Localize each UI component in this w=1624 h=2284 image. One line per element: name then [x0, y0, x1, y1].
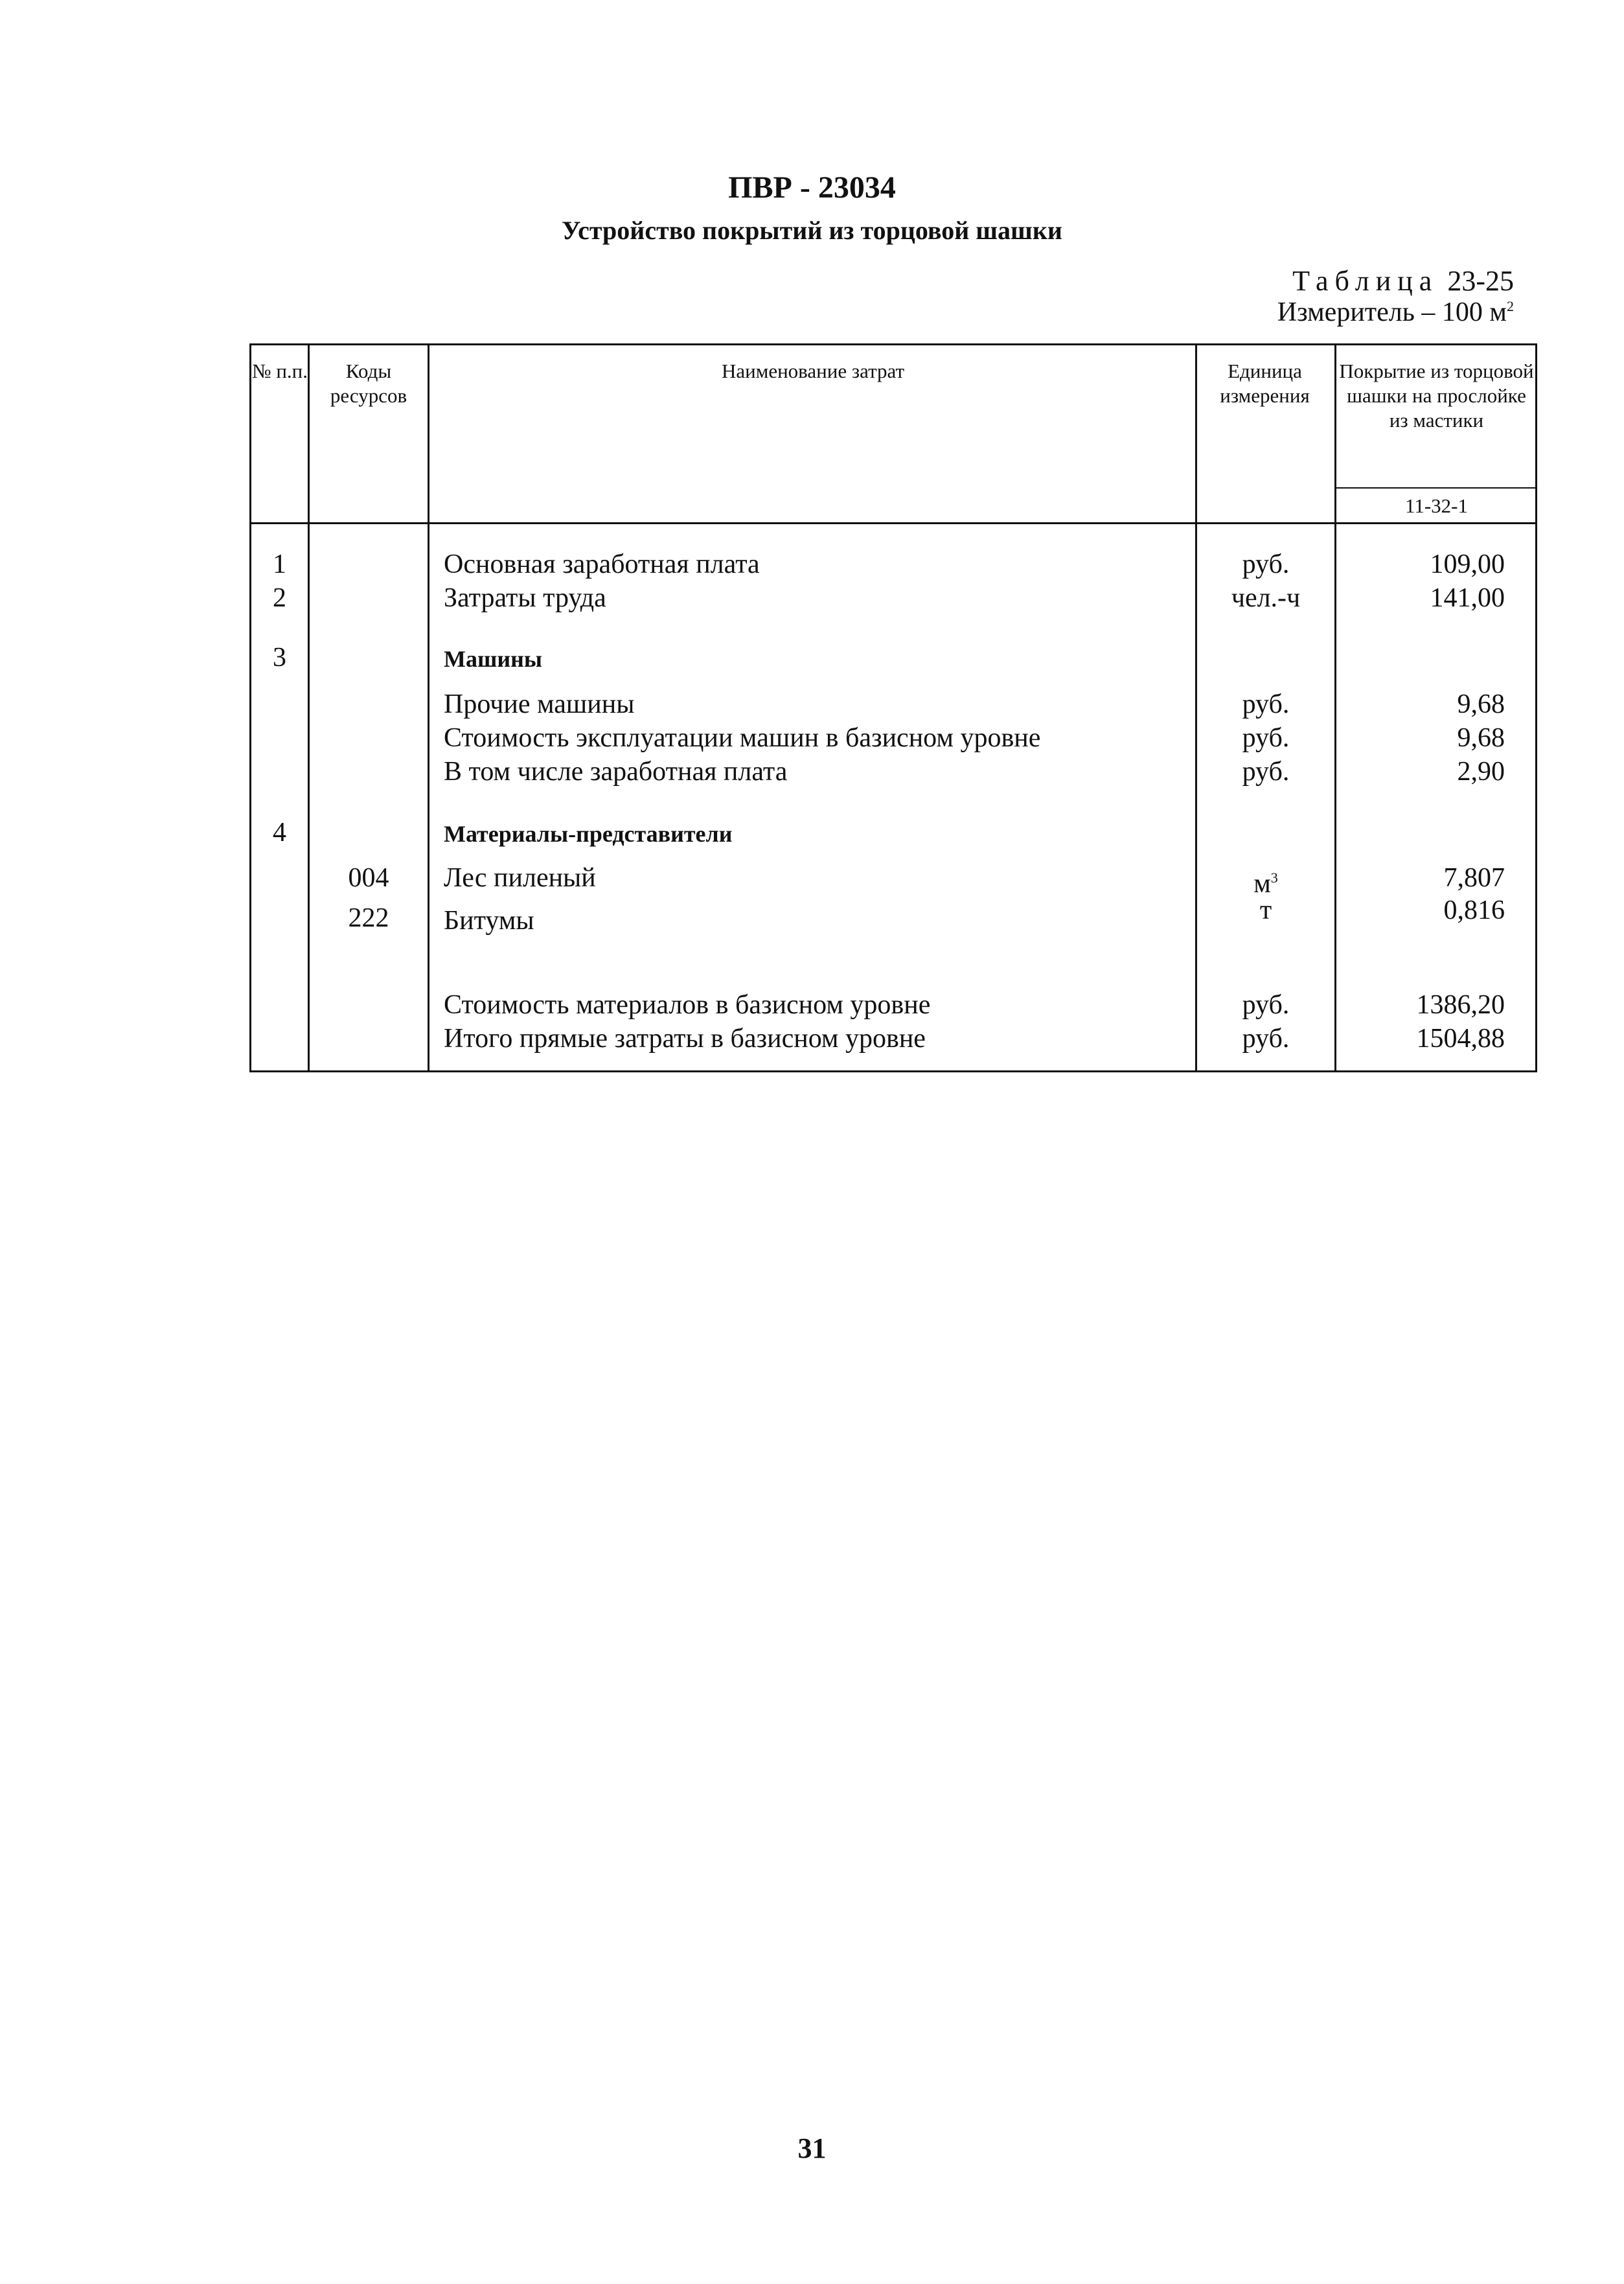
row-code: 222	[348, 903, 389, 933]
col-header-num: № п.п.	[252, 360, 308, 382]
row-name: Битумы	[444, 906, 534, 936]
row-unit: руб.	[1242, 689, 1290, 719]
header-separator	[249, 522, 1537, 524]
row-num: 3	[273, 643, 286, 673]
row-name: Затраты труда	[444, 583, 606, 613]
row-value: 0,816	[1443, 895, 1505, 925]
table-left-border	[249, 343, 251, 1072]
row-unit-text: м	[1253, 869, 1271, 899]
row-value: 9,68	[1457, 723, 1505, 753]
row-value: 2,90	[1457, 757, 1505, 787]
table-bottom-border	[249, 1070, 1537, 1072]
row-unit-sup: 3	[1270, 870, 1278, 886]
row-value: 9,68	[1457, 689, 1505, 719]
row-value: 109,00	[1430, 549, 1505, 579]
col-divider-2	[428, 343, 429, 1072]
measure-unit	[1277, 297, 1514, 328]
measure-sup: 2	[1507, 298, 1514, 314]
page-number: 31	[797, 2132, 827, 2164]
col-header-value-code: 11-32-1	[1405, 494, 1468, 517]
row-name: Машины	[444, 646, 542, 672]
row-name: Прочие машины	[444, 689, 635, 719]
row-value: 141,00	[1430, 583, 1505, 613]
col-header-unit: Единица измерения	[1220, 360, 1310, 407]
row-name: Стоимость материалов в базисном уровне	[444, 990, 931, 1020]
row-name: Итого прямые затраты в базисном уровне	[444, 1024, 926, 1054]
document-code: ПВР - 23034	[728, 170, 896, 205]
row-unit: руб.	[1242, 723, 1290, 753]
value-code-separator	[1334, 487, 1537, 489]
row-unit: т	[1259, 895, 1272, 925]
row-value: 1386,20	[1416, 990, 1505, 1020]
row-num: 4	[273, 818, 286, 848]
row-value: 7,807	[1443, 863, 1505, 893]
row-name: Основная заработная плата	[444, 549, 760, 579]
table-label: Таблица	[1292, 265, 1439, 297]
col-header-codes: Коды ресурсов	[330, 360, 407, 407]
row-name: Материалы-представители	[444, 821, 733, 847]
cost-table	[249, 343, 1537, 1072]
table-number	[1292, 264, 1514, 297]
row-num: 2	[273, 583, 286, 613]
row-value: 1504,88	[1416, 1024, 1505, 1054]
measure-label: Измеритель – 100 м	[1277, 297, 1507, 327]
row-unit: руб.	[1242, 549, 1290, 579]
row-name: Лес пиленый	[444, 863, 596, 893]
row-name: Стоимость эксплуатации машин в базисном уровне	[444, 723, 1041, 753]
row-name: В том числе заработная плата	[444, 757, 788, 787]
document-title: Устройство покрытий из торцовой шашки	[562, 216, 1062, 245]
table-right-border	[1535, 343, 1537, 1072]
row-unit: чел.-ч	[1231, 583, 1301, 613]
table-number-value: 23-25	[1447, 265, 1514, 297]
col-header-value: Покрытие из торцовой шашки на прослойке из мастики	[1339, 360, 1534, 432]
col-divider-1	[308, 343, 310, 1072]
row-num: 1	[273, 549, 286, 579]
row-code: 004	[348, 863, 389, 893]
table-top-border	[249, 343, 1537, 345]
row-unit: руб.	[1242, 1024, 1290, 1054]
row-unit: руб.	[1242, 757, 1290, 787]
col-header-name: Наименование затрат	[721, 360, 904, 382]
row-unit: руб.	[1242, 990, 1290, 1020]
